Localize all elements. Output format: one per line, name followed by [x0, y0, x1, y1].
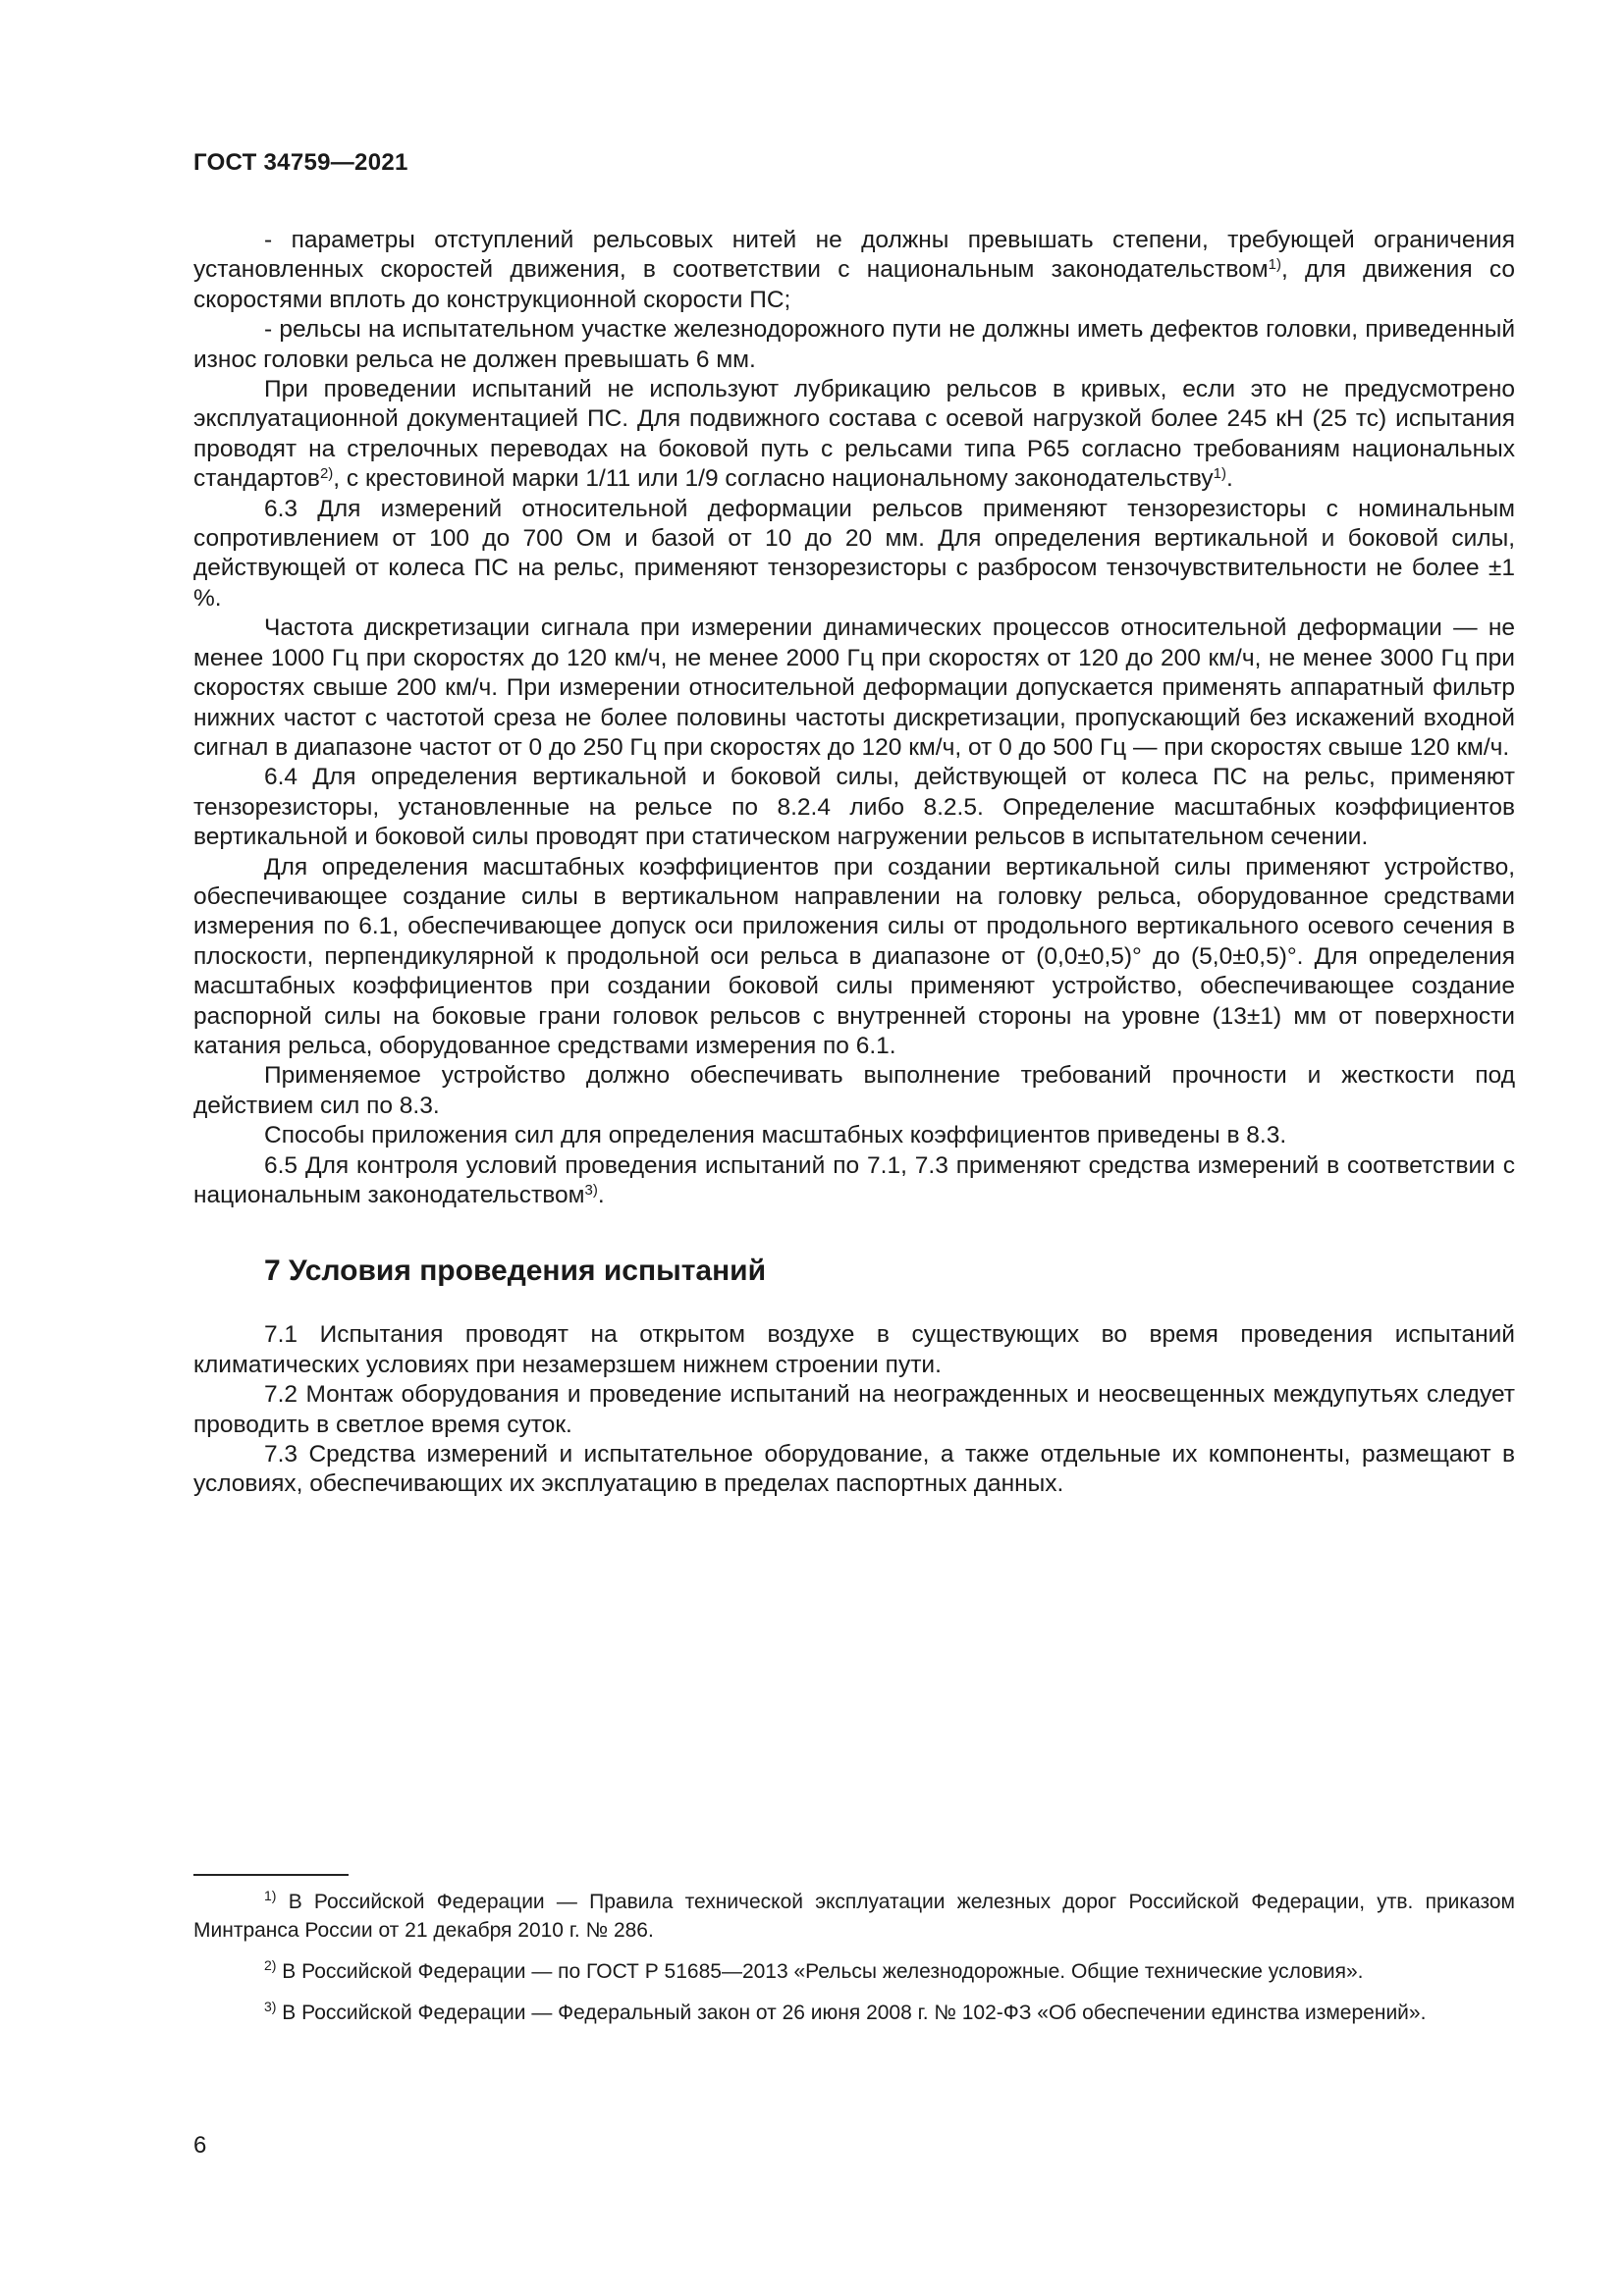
paragraph: 7.2 Монтаж оборудования и проведение испытаний на неогражденных и неосвещенных междупутьях следует проводить в светлое время суток.	[193, 1381, 1515, 1438]
footnote-text: В Российской Федерации — Правила технической эксплуатации железных дорог Российской Федерации, утв. приказом Минтранса России от 21 декабря 2010 г. № 286.	[193, 1891, 1515, 1942]
footnote-ref: 2)	[319, 465, 334, 483]
footnote-mark: 1)	[264, 1888, 277, 1903]
footnote-ref: 1)	[1213, 465, 1226, 483]
paragraph: Для определения масштабных коэффициентов при создании вертикальной силы применяют устройство, обеспечивающее создание силы в вертикальном направлении на головку рельса, оборудованное средствами измерения по 6.1, обеспечивающее допуск оси приложения силы от продольного вертикального осевого сечения в плоскости, перпендикулярной к продольной оси рельса в диапазоне от (0,0±0,5)° до (5,0±0,5)°. Для определения масштабных коэффициентов при создании боковой силы применяют устройство, обеспечивающее создание распорной силы на боковые грани головок рельсов с внутренней стороны на уровне (13±1) мм от поверхности катания рельса, оборудованное средствами измерения по 6.1.	[193, 853, 1515, 1059]
paragraph-text: , с крестовиной марки 1/11 или 1/9 согласно национальному законодательству	[333, 465, 1214, 493]
page-number: 6	[193, 2132, 207, 2159]
footnote	[193, 1888, 1515, 1945]
paragraph-text: .	[597, 1182, 605, 1208]
paragraph: 6.4 Для определения вертикальной и боковой силы, действующей от колеса ПС на рельс, применяют тензорезисторы, установленные на рельсе по 8.2.4 либо 8.2.5. Определение масштабных коэффициентов вертикальной и боковой силы проводят при статическом нагружении рельсов в испытательном сечении.	[193, 764, 1515, 851]
paragraph: Частота дискретизации сигнала при измерении динамических процессов относительной деформации — не менее 1000 Гц при скоростях до 120 км/ч, не менее 2000 Гц при скоростях от 120 до 200 км/ч, не менее 3000 Гц при скоростях свыше 200 км/ч. При измерении относительной деформации допускается применять аппаратный фильтр нижних частот с частотой среза не более половины частоты дискретизации, пропускающий без искажений входной сигнал в диапазоне частот от 0 до 250 Гц при скоростях до 120 км/ч, от 0 до 500 Гц — при скоростях свыше 120 км/ч.	[193, 614, 1515, 761]
document-header: ГОСТ 34759—2021	[193, 149, 408, 176]
footnote-ref: 1)	[1268, 256, 1281, 274]
paragraph: Применяемое устройство должно обеспечивать выполнение требований прочности и жесткости под действием сил по 8.3.	[193, 1062, 1515, 1119]
footnote-ref: 3)	[584, 1182, 598, 1199]
paragraph: 6.3 Для измерений относительной деформации рельсов применяют тензорезисторы с номинальным сопротивлением от 100 до 700 Ом и базой от 10 до 20 мм. Для определения вертикальной и боковой силы, действующей от колеса ПС на рельс, применяют тензорезисторы с разбросом тензочувствительности не более ±1 %.	[193, 495, 1515, 612]
paragraph-text: При проведении испытаний не используют лубрикацию рельсов в кривых, если это не предусмотрено эксплуатационной документацией ПС. Для подвижного состава с осевой нагрузкой более 245 кН (25 тс) испытания проводят на стрелочных переводах на боковой путь с рельсами типа Р65 согласно требованиям национальных стандартов	[193, 376, 1515, 493]
footnote-mark: 2)	[264, 1957, 277, 1973]
section-heading: 7 Условия проведения испытаний	[264, 1255, 767, 1288]
paragraph	[193, 226, 1515, 315]
paragraph: - рельсы на испытательном участке железнодорожного пути не должны иметь дефектов головки, приведенный износ головки рельса не должен превышать 6 мм.	[193, 316, 1515, 373]
paragraph: Способы приложения сил для определения масштабных коэффициентов приведены в 8.3.	[264, 1122, 1287, 1149]
footnote	[193, 1999, 1515, 2027]
footnote-text: В Российской Федерации — Федеральный закон от 26 июня 2008 г. № 102-ФЗ «Об обеспечении единства измерений».	[282, 2002, 1427, 2024]
document-body	[193, 226, 1515, 1500]
paragraph-text: 6.5 Для контроля условий проведения испытаний по 7.1, 7.3 применяют средства измерений в соответствии с национальным законодательством	[193, 1151, 1515, 1208]
paragraph: 7.3 Средства измерений и испытательное оборудование, а также отдельные их компоненты, размещают в условиях, обеспечивающих их эксплуатацию в пределах паспортных данных.	[193, 1441, 1515, 1498]
paragraph-text: .	[1226, 465, 1233, 493]
paragraph: 7.1 Испытания проводят на открытом воздухе в существующих во время проведения испытаний климатических условиях при незамерзшем нижнем строении пути.	[193, 1321, 1515, 1378]
footnote-mark: 3)	[264, 1999, 277, 2014]
paragraph	[193, 1151, 1515, 1211]
section-7-body	[193, 1320, 1515, 1499]
footnotes	[193, 1888, 1515, 2040]
footnote-text: В Российской Федерации — по ГОСТ Р 51685—2013 «Рельсы железнодорожные. Общие технические условия».	[282, 1960, 1364, 1983]
paragraph	[193, 375, 1515, 495]
footnote	[193, 1957, 1515, 1986]
paragraph-text: , для движения со скоростями вплоть до конструкционной скорости ПС;	[193, 256, 1515, 313]
footnote-divider	[193, 1874, 349, 1876]
paragraph-text: - параметры отступлений рельсовых нитей не должны превышать степени, требующей ограничения установленных скоростей движения, в соответствии с национальным законодательством	[193, 227, 1515, 284]
